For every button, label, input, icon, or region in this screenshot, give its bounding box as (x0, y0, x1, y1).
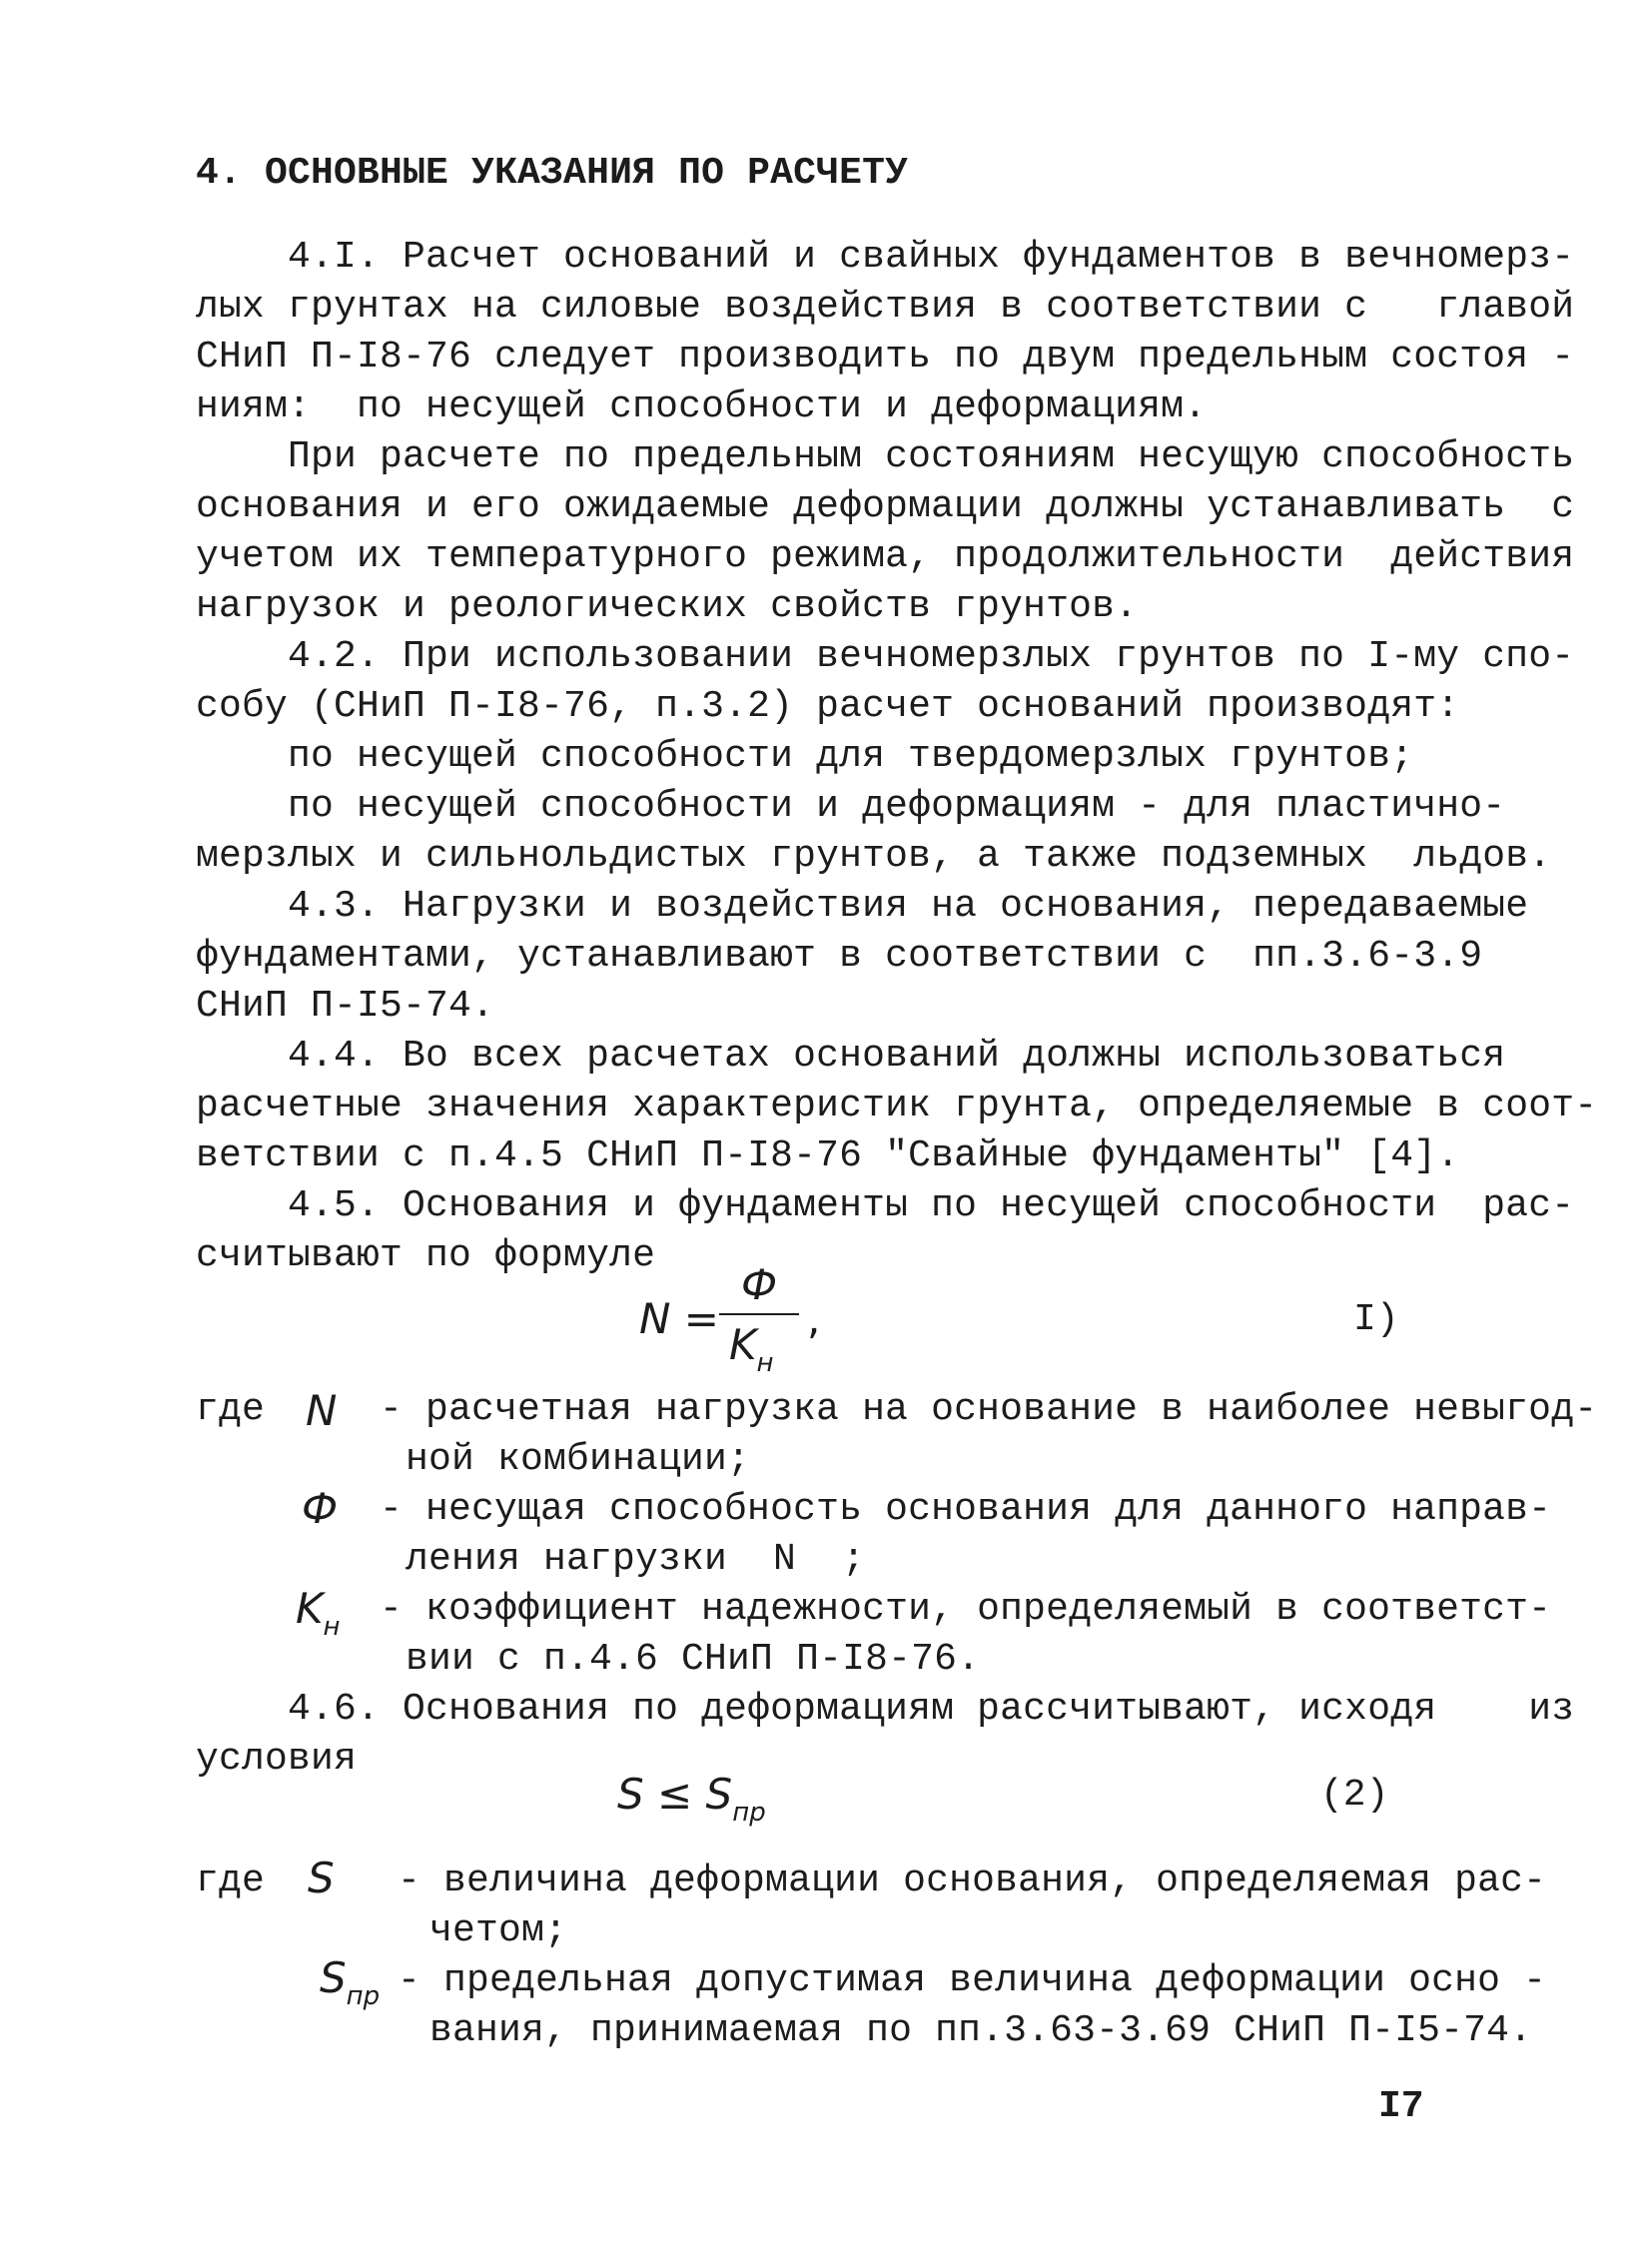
definition-line: ления нагрузки N ; (406, 1538, 866, 1581)
formula-2-expression: $S \le S_{пр}$ (617, 1770, 766, 1828)
text-line: ниям: по несущей способности и деформациям. (196, 385, 1208, 428)
text-line: основания и его ожидаемые деформации должны устанавливать с (196, 485, 1575, 528)
definition-line: - расчетная нагрузка на основание в наиболее невыгод- (380, 1388, 1598, 1431)
text-line: ветствии с п.4.5 СНиП П-I8-76 "Свайные фундаменты" [4]. (196, 1134, 1460, 1177)
formula-1-denominator: $K_н$ (729, 1320, 774, 1378)
text-line: 4.3. Нагрузки и воздействия на основания, передаваемые (196, 885, 1529, 928)
text-line: 4.6. Основания по деформациям рассчитывают, исходя из (196, 1688, 1575, 1731)
symbol-Spr: $S_{пр}$ (320, 1953, 381, 2011)
text-line: 4.2. При использовании вечномерзлых грунтов по I-му спо- (196, 635, 1575, 678)
text-line: 4.4. Во всех расчетах оснований должны использоваться (196, 1035, 1506, 1078)
formula-2-number: (2) (1320, 1774, 1389, 1817)
text-line: СНиП П-I8-76 следует производить по двум предельным состоя - (196, 336, 1575, 378)
definition-line: ной комбинации; (406, 1438, 751, 1481)
formula-1-comma: , (807, 1294, 821, 1343)
definition-line: - несущая способность основания для данного направ- (380, 1488, 1552, 1531)
definition-line: вии с п.4.6 СНиП П-I8-76. (406, 1638, 981, 1681)
text-line: условия (196, 1738, 358, 1781)
text-line: учетом их температурного режима, продолжительности действия (196, 535, 1575, 578)
definition-line: - коэффициент надежности, определяемый в соответст- (380, 1588, 1552, 1631)
text-line: фундаментами, устанавливают в соответствии с пп.3.6-3.9 (196, 935, 1483, 978)
definition-line: - предельная допустимая величина деформации осно - (398, 1959, 1547, 2002)
definition-line: вания, принимаемая по пп.3.63-3.69 СНиП П-I5-74. (429, 2009, 1533, 2052)
symbol-phi: Ф (302, 1484, 339, 1533)
text-line: При расчете по предельным состояниям несущую способность (196, 435, 1575, 478)
text-line: по несущей способности и деформациям - для пластично- (196, 785, 1506, 828)
text-line: расчетные значения характеристик грунта, определяемые в соот- (196, 1085, 1598, 1127)
text-line: собу (СНиП П-I8-76, п.3.2) расчет оснований производят: (196, 685, 1460, 728)
section-heading: 4. ОСНОВНЫЕ УКАЗАНИЯ ПО РАСЧЕТУ (196, 152, 909, 195)
text-line: считывают по формуле (196, 1234, 656, 1277)
where-label: где (196, 1388, 266, 1431)
definition-line: четом; (429, 1909, 568, 1952)
formula-1-lhs: N = (639, 1294, 719, 1343)
text-line: лых грунтах на силовые воздействия в соответствии с главой (196, 286, 1575, 329)
text-line: мерзлых и сильнольдистых грунтов, а также подземных льдов. (196, 835, 1552, 878)
page-number: I7 (1378, 2085, 1424, 2128)
where-label: где (196, 1860, 266, 1902)
symbol-Kn: $K_н$ (296, 1584, 341, 1642)
symbol-N: N (306, 1386, 338, 1435)
fraction-bar (719, 1313, 799, 1315)
formula-1-numerator: Ф (741, 1260, 778, 1309)
text-line: по несущей способности для твердомерзлых грунтов; (196, 735, 1414, 778)
definition-line: - величина деформации основания, определяемая рас- (398, 1860, 1547, 1902)
text-line: СНиП П-I5-74. (196, 985, 495, 1028)
formula-1-number: I) (1353, 1298, 1399, 1341)
text-line: 4.5. Основания и фундаменты по несущей способности рас- (196, 1184, 1575, 1227)
text-line: нагрузок и реологических свойств грунтов. (196, 585, 1139, 628)
text-line: 4.I. Расчет оснований и свайных фундаментов в вечномерз- (196, 236, 1575, 279)
symbol-S: S (308, 1854, 335, 1902)
